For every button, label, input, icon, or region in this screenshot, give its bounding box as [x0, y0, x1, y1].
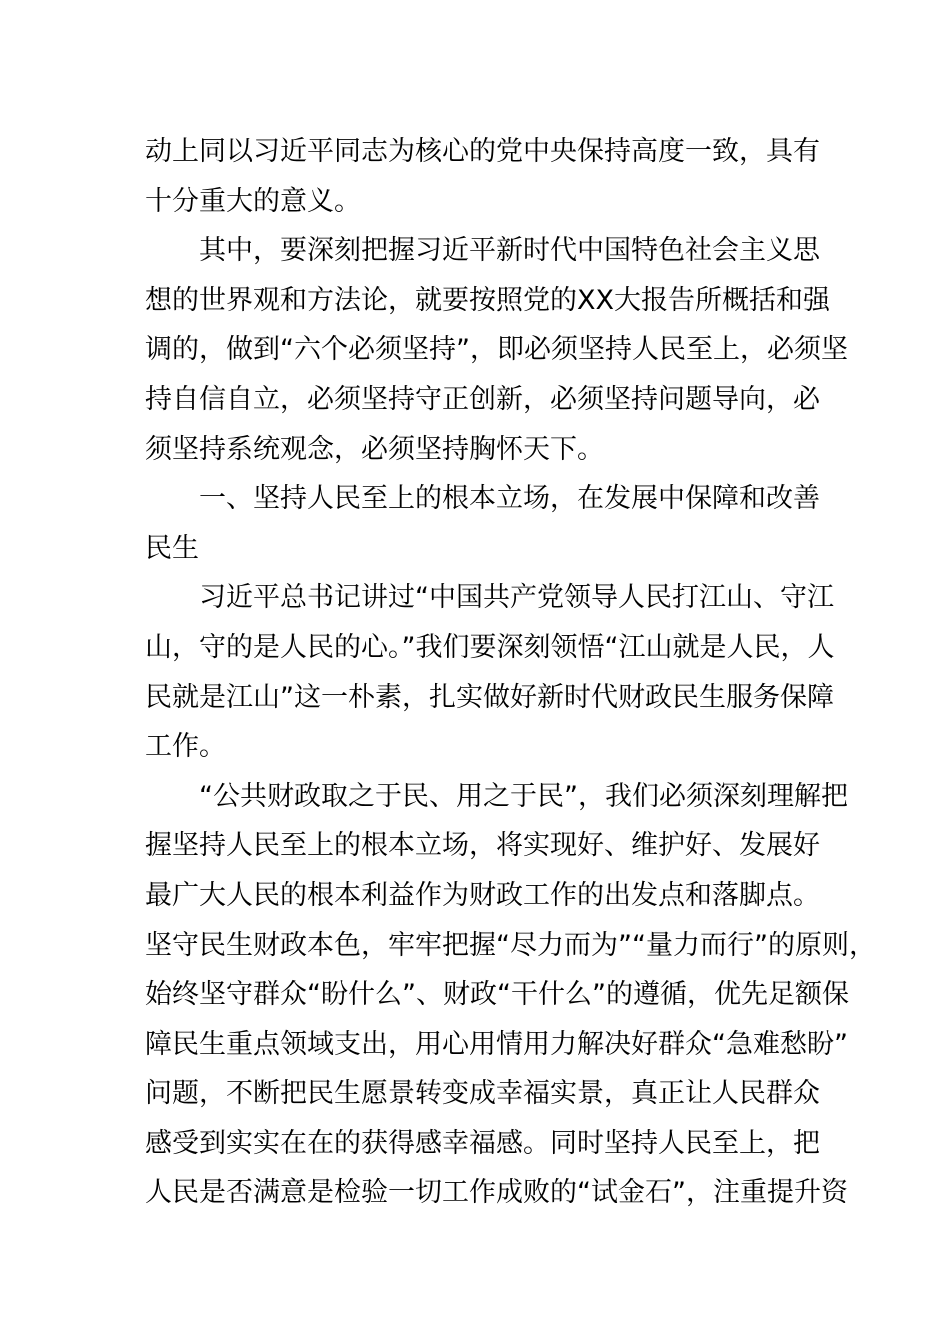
document-body: [145, 127, 876, 1218]
text-line: 握坚持人民至上的根本立场，将实现好、维护好、发展好: [145, 830, 820, 862]
text-line: 始终坚守群众“盼什么”、财政“干什么”的遵循，优先足额保: [145, 979, 849, 1011]
text-line: 持自信自立，必须坚持守正创新，必须坚持问题导向，必: [145, 383, 820, 415]
text-line: 民生: [145, 532, 199, 564]
text-line: 十分重大的意义。: [145, 185, 361, 217]
text-line: 问题，不断把民生愿景转变成幸福实景，真正让人民群众: [145, 1078, 820, 1110]
text-line: 想的世界观和方法论，就要按照党的XX大报告所概括和强: [145, 284, 830, 316]
paragraph-first-line: 其中，要深刻把握习近平新时代中国特色社会主义思: [199, 235, 820, 267]
text-line: 障民生重点领域支出，用心用情用力解决好群众“急难愁盼”: [145, 1028, 848, 1060]
text-line: 调的，做到“六个必须坚持”，即必须坚持人民至上，必须坚: [145, 334, 848, 366]
text-line: 坚守民生财政本色，牢牢把握“尽力而为”“量力而行”的原则，: [145, 929, 876, 961]
text-line: 工作。: [145, 731, 226, 763]
text-line: 山，守的是人民的心。”我们要深刻领悟“江山就是人民，人: [145, 631, 835, 663]
text-line: 动上同以习近平同志为核心的党中央保持高度一致，具有: [145, 136, 820, 167]
paragraph-first-line: 一、坚持人民至上的根本立场，在发展中保障和改善: [199, 483, 820, 515]
paragraph-first-line: “公共财政取之于民、用之于民”，我们必须深刻理解把: [199, 780, 848, 812]
text-line: 最广大人民的根本利益作为财政工作的出发点和落脚点。: [145, 879, 820, 911]
text-line: 民就是江山”这一朴素，扎实做好新时代财政民生服务保障: [145, 681, 834, 713]
text-line: 须坚持系统观念，必须坚持胸怀天下。: [145, 433, 604, 465]
text-line: 感受到实实在在的获得感幸福感。同时坚持人民至上，把: [145, 1127, 820, 1159]
text-line: 人民是否满意是检验一切工作成败的“试金石”，注重提升资: [145, 1177, 848, 1209]
paragraph-first-line: 习近平总书记讲过“中国共产党领导人民打江山、守江: [199, 582, 834, 614]
